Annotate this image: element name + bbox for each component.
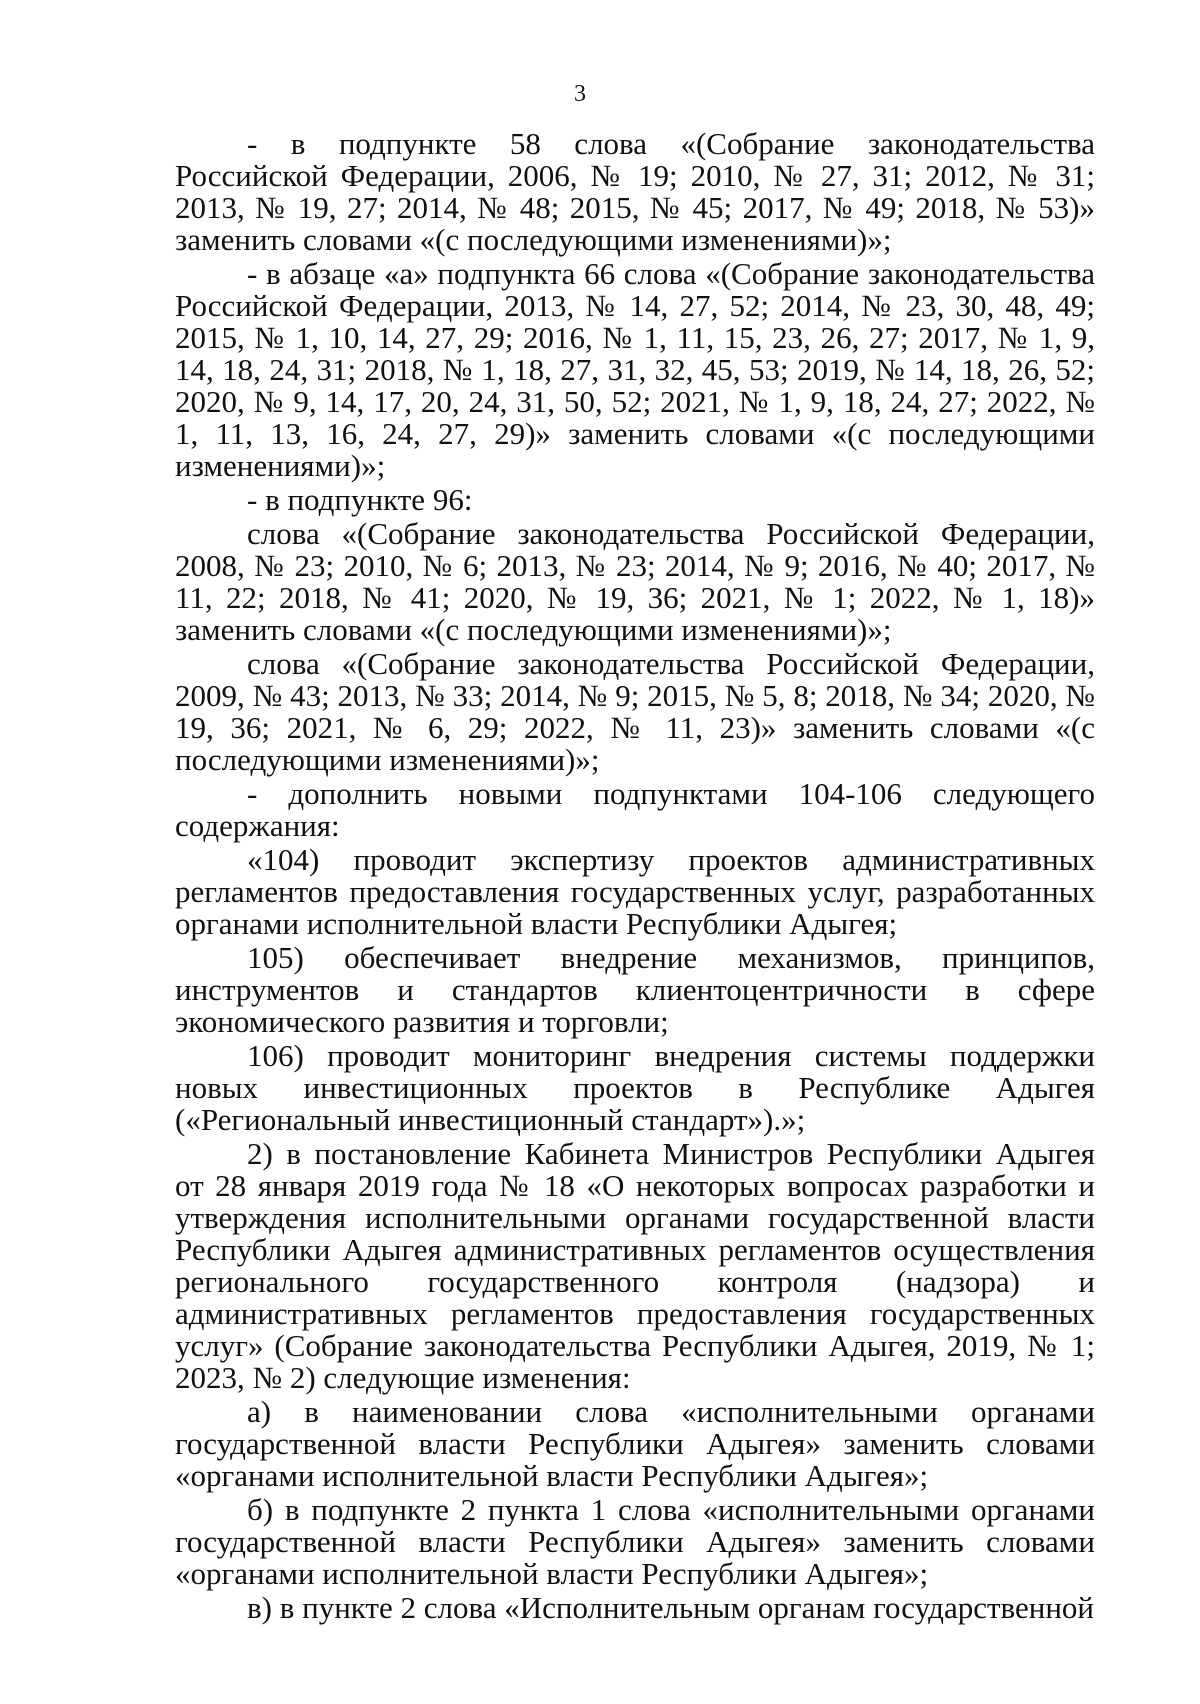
paragraph-subpoint-96-intro: - в подпункте 96: [247,482,473,517]
paragraph-item-2v: в) в пункте 2 слова «Исполнительным органам государственной [247,1590,1095,1625]
paragraph-item-2a: а) в наименовании слова «исполнительными органами государственной власти Республики Адыгея» заменить словами «органами исполнительной власти Республики Адыгея»; [175,1394,1095,1493]
paragraph-item-2: 2) в постановление Кабинета Министров Республики Адыгея от 28 января 2019 года № 18 «О некоторых вопросах разработки и утверждения исполнительными органами государственной власти Республики Адыгея административных регламентов осуществления регионального государственного контроля (надзора) и административных регламентов предоставления государственных услуг» (Собрание законодательства Республики Адыгея, 2019, № 1; 2023, № 2) следующие изменения: [175,1136,1095,1395]
paragraph-item-2b: б) в подпункте 2 пункта 1 слова «исполнительными органами государственной власти Республики Адыгея» заменить словами «органами исполнительной власти Республики Адыгея»; [175,1492,1095,1591]
paragraph-new-subpoints-intro: - дополнить новыми подпунктами 104-106 следующего содержания: [175,776,1095,843]
paragraph-subpoint-58: - в подпункте 58 слова «(Собрание законодательства Российской Федерации, 2006, № 19; 2010, № 27, 31; 2012, № 31; 2013, № 19, 27; 2014, № 48; 2015, № 45; 2017, № 49; 2018, № 53)» заменить словами «(с последующими изменениями)»; [175,126,1095,257]
document-body [175,128,1095,1624]
paragraph-subpoint-106: 106) проводит мониторинг внедрения системы поддержки новых инвестиционных проектов в Республике Адыгея («Региональный инвестиционный стандарт»).»; [175,1038,1095,1137]
paragraph-subpoint-104: «104) проводит экспертизу проектов административных регламентов предоставления государственных услуг, разработанных органами исполнительной власти Республики Адыгея; [175,842,1095,941]
paragraph-subpoint-96-words-1: слова «(Собрание законодательства Российской Федерации, 2008, № 23; 2010, № 6; 2013, № 23; 2014, № 9; 2016, № 40; 2017, № 11, 22; 2018, № 41; 2020, № 19, 36; 2021, № 1; 2022, № 1, 18)» заменить словами «(с последующими изменениями)»; [175,516,1095,647]
paragraph-subpoint-96-words-2: слова «(Собрание законодательства Российской Федерации, 2009, № 43; 2013, № 33; 2014, № 9; 2015, № 5, 8; 2018, № 34; 2020, № 19, 36; 2021, № 6, 29; 2022, № 11, 23)» заменить словами «(с последующими изменениями)»; [175,646,1095,777]
page-number: 3 [574,81,586,107]
paragraph-subpoint-66: - в абзаце «а» подпункта 66 слова «(Собрание законодательства Российской Федерации, 2013, № 14, 27, 52; 2014, № 23, 30, 48, 49; 2015, № 1, 10, 14, 27, 29; 2016, № 1, 11, 15, 23, 26, 27; 2017, № 1, 9, 14, 18, 24, 31; 2018, № 1, 18, 27, 31, 32, 45, 53; 2019, № 14, 18, 26, 52; 2020, № 9, 14, 17, 20, 24, 31, 50, 52; 2021, № 1, 9, 18, 24, 27; 2022, № 1, 11, 13, 16, 24, 27, 29)» заменить словами «(с последующими изменениями)»; [175,256,1095,483]
paragraph-subpoint-105: 105) обеспечивает внедрение механизмов, принципов, инструментов и стандартов клиентоцентричности в сфере экономического развития и торговли; [175,940,1095,1039]
